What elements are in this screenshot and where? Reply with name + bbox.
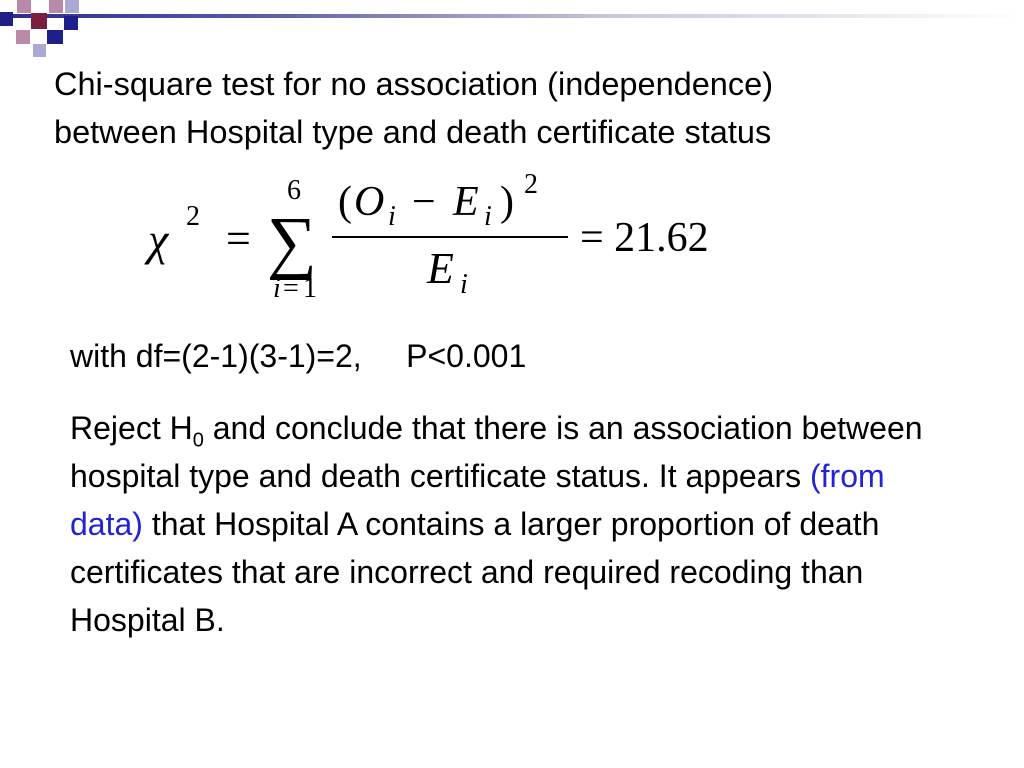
deco-square bbox=[0, 12, 13, 26]
chi-square-formula bbox=[140, 165, 780, 305]
chi-symbol: χ bbox=[148, 214, 169, 265]
numerator-E: E bbox=[453, 179, 479, 225]
sum-lower-equals: = bbox=[283, 273, 299, 304]
chi-exponent: 2 bbox=[186, 201, 200, 232]
p-value: P<0.001 bbox=[406, 338, 527, 374]
sum-symbol: ∑ bbox=[267, 204, 317, 281]
sum-upper-limit: 6 bbox=[287, 175, 301, 206]
conclusion-text-1: Reject H bbox=[70, 410, 193, 446]
numerator-close-paren: ) bbox=[500, 179, 514, 225]
deco-square bbox=[16, 30, 30, 44]
sum-lower-value: 1 bbox=[303, 273, 317, 304]
numerator-minus: − bbox=[412, 179, 436, 225]
numerator-E-index: i bbox=[484, 201, 492, 232]
conclusion-text-2: and conclude that there is an association between hospital type and death certificate status. It appears bbox=[70, 410, 923, 494]
denominator-E: E bbox=[427, 244, 454, 293]
numerator-O: O bbox=[354, 179, 385, 225]
deco-square bbox=[64, 16, 78, 30]
sum-lower-index: i bbox=[273, 273, 281, 304]
conclusion-paragraph bbox=[70, 404, 950, 644]
deco-square bbox=[31, 13, 47, 29]
denominator-index: i bbox=[460, 269, 468, 300]
df-p-line bbox=[70, 336, 526, 376]
hypothesis-subscript: 0 bbox=[192, 429, 204, 452]
emphasis-text: (from data) bbox=[70, 458, 885, 542]
header-gradient-band bbox=[0, 14, 1024, 18]
slide-title bbox=[54, 60, 994, 156]
formula-result: = 21.62 bbox=[580, 215, 709, 261]
deco-square bbox=[17, 0, 31, 13]
degrees-of-freedom: with df=(2-1)(3-1)=2, bbox=[70, 338, 362, 374]
conclusion-text-3: that Hospital A contains a larger proportion of death certificates that are incorrect and required recoding than Hospital B. bbox=[70, 506, 880, 638]
deco-square bbox=[33, 44, 46, 57]
equals-sign: = bbox=[226, 214, 251, 263]
deco-square bbox=[47, 30, 63, 44]
deco-square bbox=[65, 0, 79, 13]
numerator-open-paren: ( bbox=[338, 179, 352, 225]
deco-square bbox=[49, 0, 63, 13]
numerator-O-index: i bbox=[388, 201, 396, 232]
title-line-2: between Hospital type and death certificate status bbox=[54, 114, 772, 150]
numerator-exponent: 2 bbox=[524, 169, 538, 200]
title-line-1: Chi-square test for no association (independence) bbox=[54, 66, 774, 102]
